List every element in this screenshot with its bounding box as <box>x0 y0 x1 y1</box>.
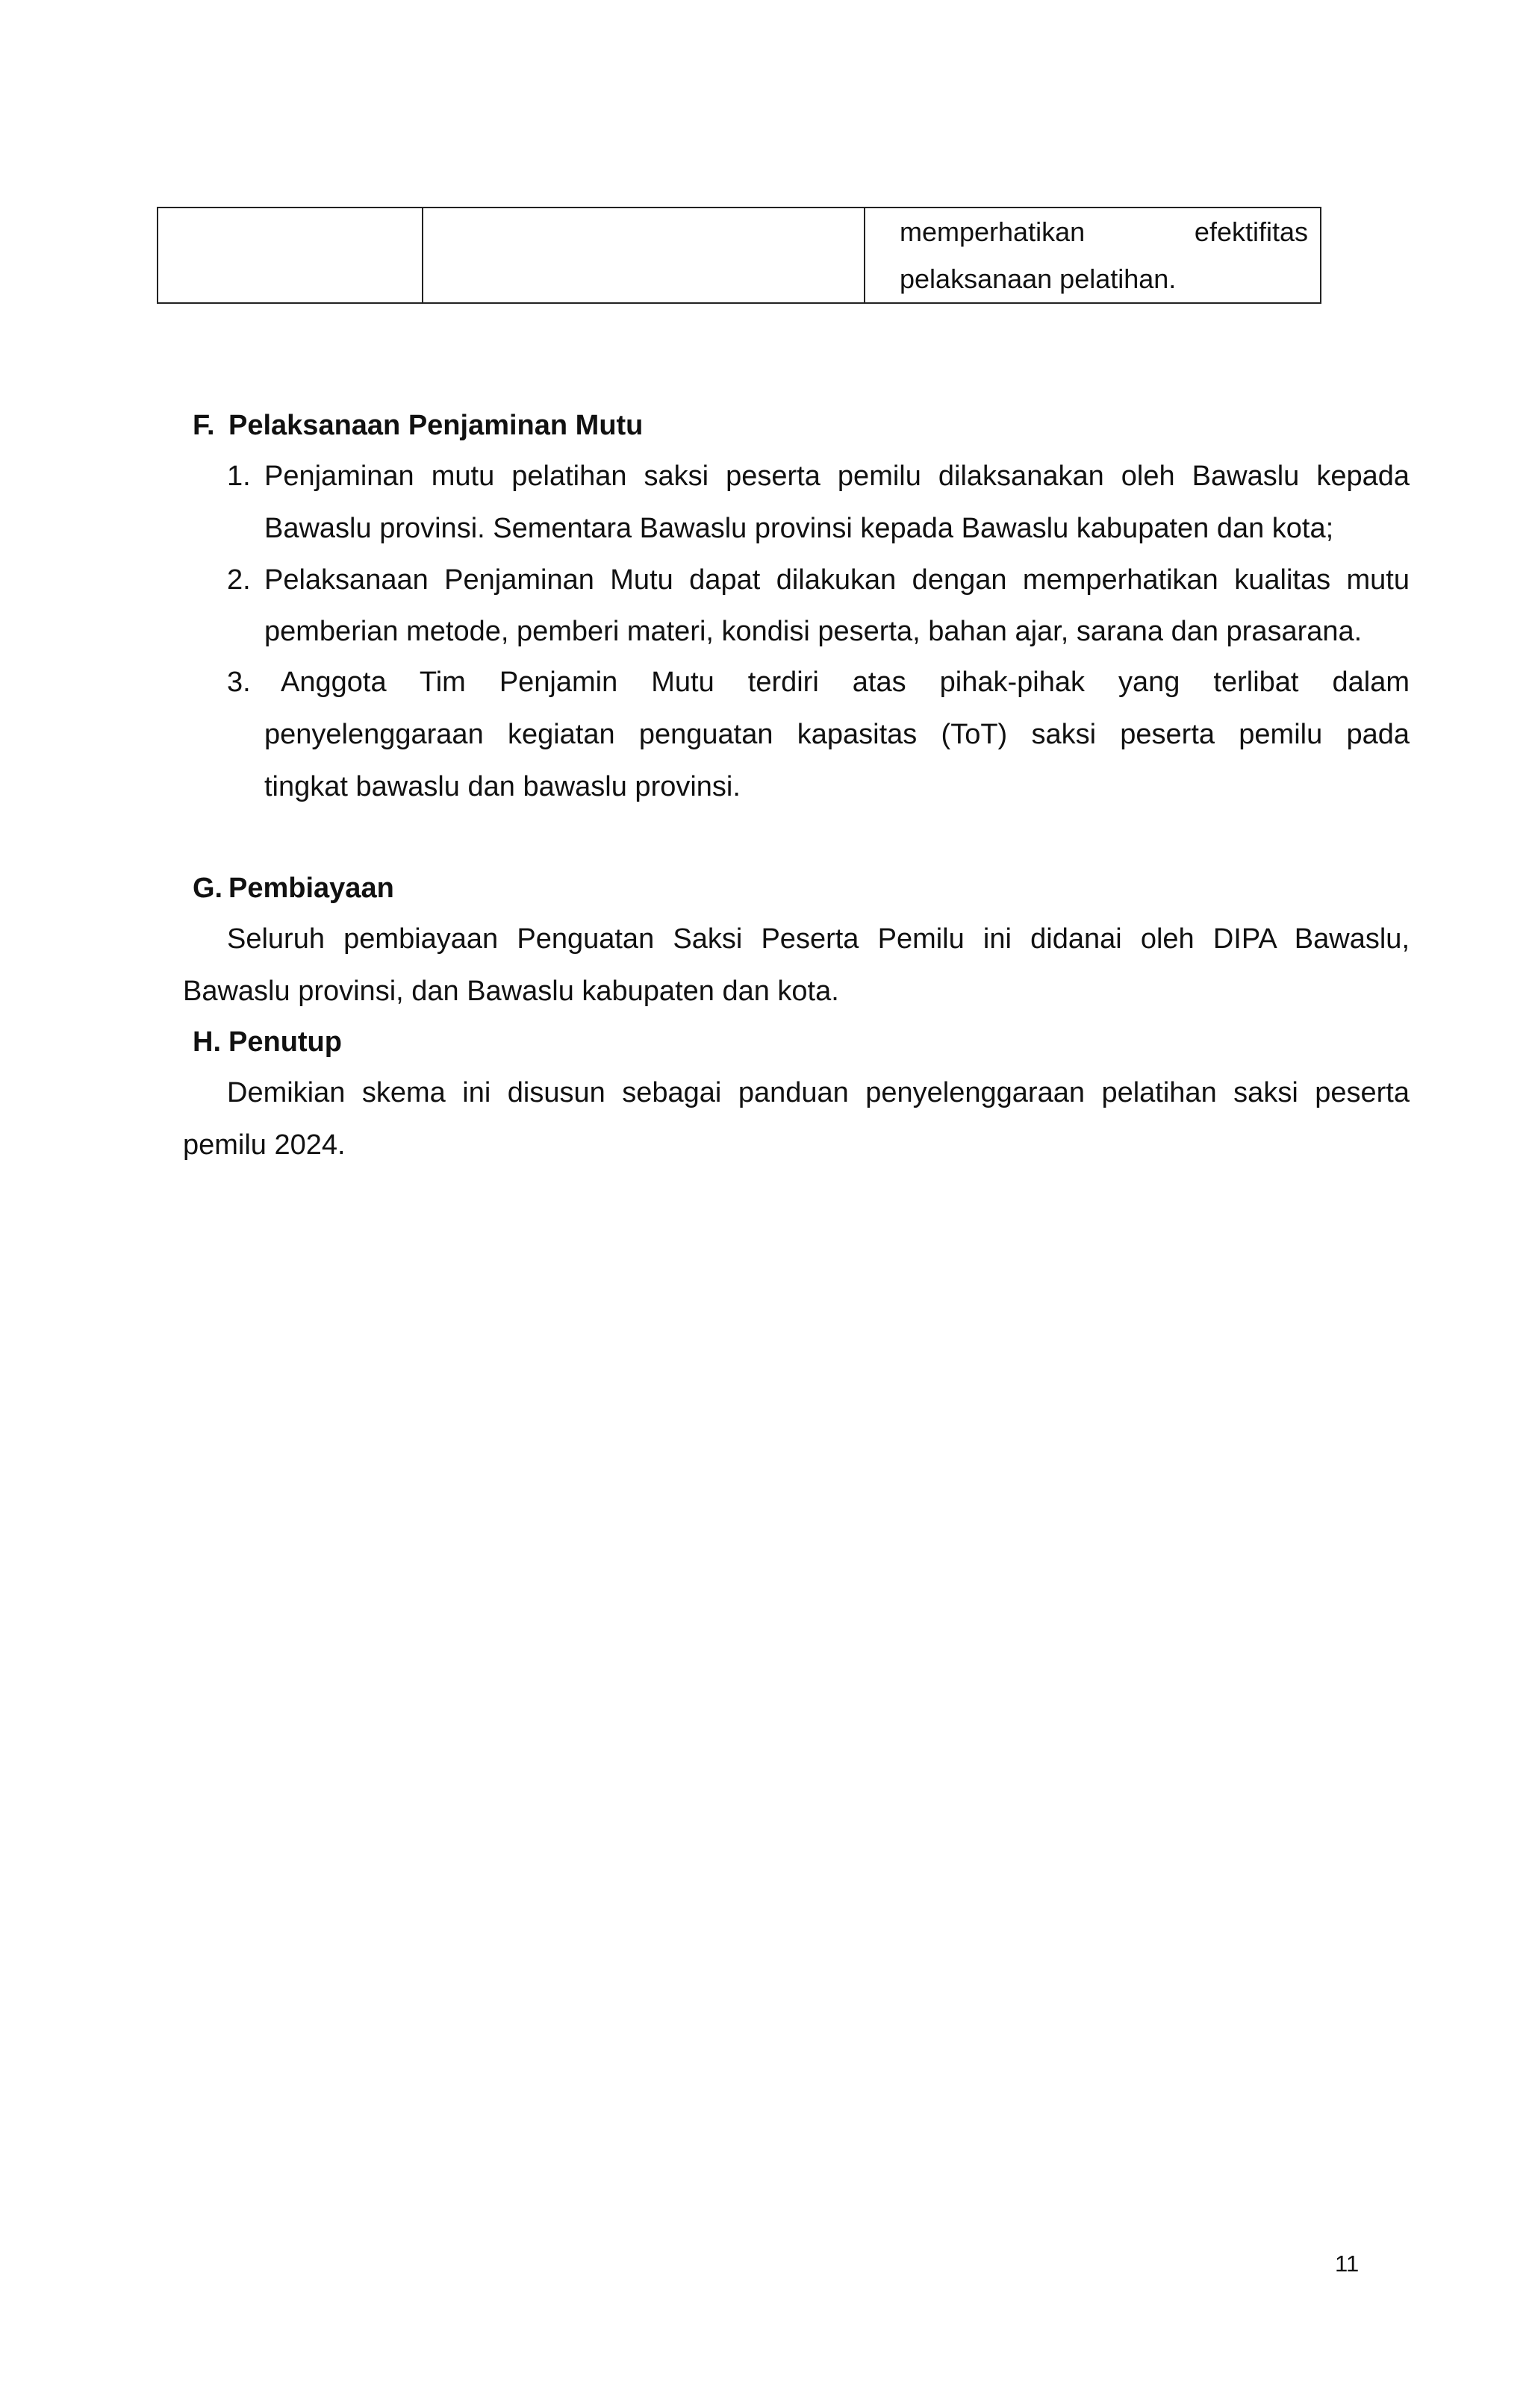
section-f-title: Pelaksanaan Penjaminan Mutu <box>228 410 644 441</box>
list-item-line: Penjaminan mutu pelatihan saksi peserta pemilu dilaksanakan oleh Bawaslu kepada <box>264 461 1410 492</box>
list-item-line: tingkat bawaslu dan bawaslu provinsi. <box>264 771 741 802</box>
section-f-heading <box>193 408 643 443</box>
section-g-heading <box>193 870 394 906</box>
table-cell-text <box>865 208 1321 303</box>
table-cell-line: memperhatikan efektifitas <box>900 216 1308 247</box>
continued-table <box>157 207 1321 304</box>
section-h-heading <box>193 1024 342 1060</box>
list-item-line: pemberian metode, pemberi materi, kondisi peserta, bahan ajar, sarana dan prasarana. <box>264 616 1363 647</box>
list-item-number: 2. <box>227 564 251 596</box>
section-h-title: Penutup <box>228 1026 342 1058</box>
section-g-title: Pembiayaan <box>228 873 394 904</box>
list-item-line: Pelaksanaan Penjaminan Mutu dapat dilakukan dengan memperhatikan kualitas mutu <box>264 564 1410 596</box>
list-item-line: penyelenggaraan kegiatan penguatan kapasitas (ToT) saksi peserta pemilu pada <box>264 719 1410 750</box>
list-item-line: Bawaslu provinsi. Sementara Bawaslu provinsi kepada Bawaslu kabupaten dan kota; <box>264 513 1334 544</box>
table-cell-empty-1 <box>158 208 423 303</box>
section-g-letter: G. <box>193 873 223 904</box>
page-number: 11 <box>1335 2251 1360 2277</box>
list-item-number: 3. <box>227 667 251 698</box>
section-f-letter: F. <box>193 410 215 441</box>
paragraph-line: Bawaslu provinsi, dan Bawaslu kabupaten dan kota. <box>183 976 839 1007</box>
section-h-letter: H. <box>193 1026 221 1058</box>
table-cell-empty-2 <box>423 208 865 303</box>
table-row <box>158 208 1321 303</box>
table-cell-line: pelaksanaan pelatihan. <box>900 263 1177 294</box>
paragraph-line: pemilu 2024. <box>183 1129 346 1161</box>
paragraph-line: Seluruh pembiayaan Penguatan Saksi Peserta Pemilu ini didanai oleh DIPA Bawaslu, <box>227 923 1410 955</box>
list-item-number: 1. <box>227 461 251 492</box>
paragraph-line: Demikian skema ini disusun sebagai panduan penyelenggaraan pelatihan saksi peserta <box>227 1077 1410 1108</box>
list-item-line: Anggota Tim Penjamin Mutu terdiri atas pihak-pihak yang terlibat dalam <box>281 667 1410 698</box>
